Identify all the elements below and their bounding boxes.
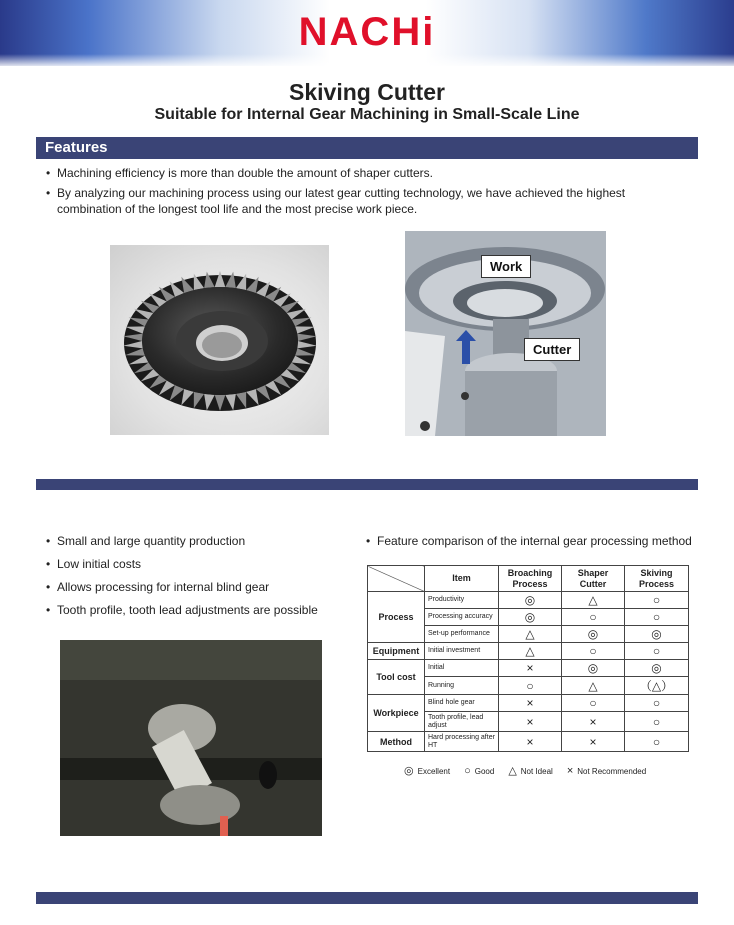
rating-cell: × <box>499 695 562 712</box>
rating-cell: × <box>499 712 562 732</box>
gear-illustration <box>110 245 329 435</box>
machining-illustration <box>60 640 322 836</box>
rating-legend <box>404 764 704 777</box>
page-title: Skiving Cutter <box>289 79 445 105</box>
table-corner-cell <box>368 566 425 592</box>
rating-cell: ○ <box>625 592 689 609</box>
footer-divider <box>36 892 698 904</box>
rating-cell: ◎ <box>562 626 625 643</box>
item-label: Hard processing after HT <box>425 732 499 752</box>
arrow-up-icon <box>456 330 476 364</box>
rating-cell: △ <box>562 592 625 609</box>
item-label: Running <box>425 677 499 695</box>
item-label: Processing accuracy <box>425 609 499 626</box>
machining-photo <box>60 640 322 836</box>
rating-cell: ○ <box>562 643 625 660</box>
rating-cell: （△） <box>625 677 689 695</box>
features-bullet: • By analyzing our machining process using our latest gear cutting technology, we have achieved the highest combination of the longest tool life and the most precise work piece. <box>44 185 644 217</box>
item-label: Tooth profile, lead adjust <box>425 712 499 732</box>
benefit-item: • Small and large quantity production <box>44 533 334 549</box>
column-header: Skiving Process <box>625 566 689 592</box>
group-label: Tool cost <box>368 660 425 695</box>
item-label: Initial <box>425 660 499 677</box>
rating-cell: △ <box>499 626 562 643</box>
table-row <box>368 592 689 609</box>
benefits-list <box>44 533 334 625</box>
group-label: Process <box>368 592 425 643</box>
rating-cell: ◎ <box>562 660 625 677</box>
legend-label: Not Recommended <box>577 766 647 776</box>
table-row <box>368 695 689 712</box>
cutter-label: Cutter <box>524 338 580 361</box>
legend-item <box>508 764 553 777</box>
legend-item <box>464 765 494 777</box>
item-label: Blind hole gear <box>425 695 499 712</box>
legend-item <box>404 764 450 777</box>
table-row <box>368 732 689 752</box>
nachi-logo: NACHi <box>298 10 436 54</box>
comparison-heading: • Feature comparison of the internal gear processing method <box>364 533 704 549</box>
legend-label: Good <box>474 766 495 776</box>
skiving-cutter-photo <box>110 245 329 435</box>
legend-label: Excellent <box>417 767 451 776</box>
good-icon: ○ <box>464 764 471 777</box>
comparison-heading-list <box>364 533 704 549</box>
comparison-table <box>367 565 689 752</box>
rating-cell: △ <box>499 643 562 660</box>
item-label: Set-up performance <box>425 626 499 643</box>
rating-cell: ○ <box>625 609 689 626</box>
rating-cell: × <box>562 732 625 752</box>
features-heading-bar <box>36 137 698 159</box>
benefit-item: • Allows processing for internal blind gear <box>44 579 334 595</box>
rating-cell: ○ <box>625 643 689 660</box>
features-list <box>44 165 644 221</box>
features-bullet: • Machining efficiency is more than double the amount of shaper cutters. <box>44 165 644 181</box>
rating-cell: ◎ <box>499 592 562 609</box>
section-divider <box>36 479 698 490</box>
rating-cell: ○ <box>625 712 689 732</box>
column-header: Shaper Cutter <box>562 566 625 592</box>
group-label: Workpiece <box>368 695 425 732</box>
excellent-icon: ◎ <box>404 765 414 777</box>
work-label: Work <box>481 255 531 278</box>
rating-cell: ○ <box>562 695 625 712</box>
table-row <box>368 660 689 677</box>
rating-cell: ◎ <box>625 660 689 677</box>
not-ideal-icon: △ <box>508 765 517 777</box>
rating-cell: ○ <box>499 677 562 695</box>
legend-item <box>567 765 646 777</box>
group-label: Method <box>368 732 425 752</box>
item-label: Productivity <box>425 592 499 609</box>
column-header: Item <box>425 566 499 592</box>
rating-cell: ○ <box>562 609 625 626</box>
rating-cell: × <box>562 712 625 732</box>
rating-cell: ○ <box>625 695 689 712</box>
not-recommended-icon: × <box>566 764 574 777</box>
page-subtitle: Suitable for Internal Gear Machining in Small-Scale Line <box>154 106 580 123</box>
table-row <box>368 643 689 660</box>
rating-cell: ◎ <box>625 626 689 643</box>
item-label: Initial investment <box>425 643 499 660</box>
column-header: Broaching Process <box>499 566 562 592</box>
features-heading: Features <box>45 139 108 156</box>
benefit-item: • Tooth profile, tooth lead adjustments are possible <box>44 602 334 618</box>
rating-cell: × <box>499 660 562 677</box>
group-label: Equipment <box>368 643 425 660</box>
benefit-item: • Low initial costs <box>44 556 334 572</box>
rating-cell: × <box>499 732 562 752</box>
rating-cell: △ <box>562 677 625 695</box>
table-header-row <box>368 566 689 592</box>
legend-label: Not Ideal <box>520 767 553 776</box>
rating-cell: ◎ <box>499 609 562 626</box>
rating-cell: ○ <box>625 732 689 752</box>
